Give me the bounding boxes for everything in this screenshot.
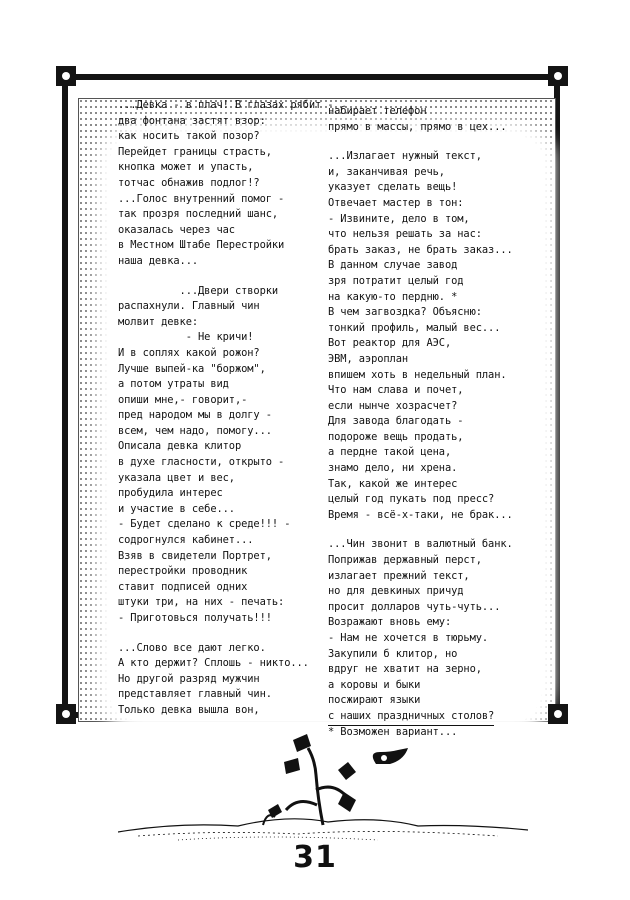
poem-line-text: вдруг не хватит на зерно, xyxy=(328,663,482,676)
poem-line xyxy=(118,502,328,518)
poem-line xyxy=(118,98,334,114)
poem-line-text: распахнули. Главный чин xyxy=(118,300,260,313)
poem-line-text: но для девкиных причуд xyxy=(328,585,464,598)
poem-line xyxy=(328,553,518,569)
stanza-gap xyxy=(118,270,328,284)
poem-line-text: излагает прежний текст, xyxy=(328,569,470,582)
poem-line-text: пред народом мы в долгу - xyxy=(118,409,272,422)
poem-line-text: ...Чин звонит в валютный банк. xyxy=(328,538,513,551)
poem-line xyxy=(328,368,518,384)
poem-line-text: зря потратит целый год xyxy=(328,274,464,287)
poem-line xyxy=(328,600,518,616)
poem-line xyxy=(328,290,518,306)
corner-ornament-bottom-left xyxy=(56,704,76,724)
poem-line xyxy=(328,477,518,493)
poem-line-text: В чем загвоздка? Объясню: xyxy=(328,306,482,319)
poem-line xyxy=(118,687,328,703)
poem-line xyxy=(118,223,328,239)
poem-line xyxy=(328,212,518,228)
poem-line-text: молвит девке: xyxy=(118,315,199,328)
poem-line xyxy=(328,647,518,663)
poem-line xyxy=(328,165,518,181)
poem-line xyxy=(328,180,518,196)
poem-line-text: * Возможен вариант... xyxy=(328,725,458,738)
poem-line-text: Закупили б клитор, но xyxy=(328,647,458,660)
poem-line-text: всем, чем надо, помогу... xyxy=(118,424,272,437)
poem-line xyxy=(328,709,518,725)
poem-line-text: кнопка может и упасть, xyxy=(118,161,254,174)
poem-line xyxy=(118,517,328,533)
poem-line-text: ...Слово все дают легко. xyxy=(118,641,266,654)
poem-line-text: Что нам слава и почет, xyxy=(328,384,464,397)
poem-line-text: опиши мне,- говорит,- xyxy=(118,393,248,406)
poem-line-text: оказалась через час xyxy=(118,223,235,236)
poem-line-text: Перейдет границы страсть, xyxy=(118,145,272,158)
poem-line xyxy=(118,549,328,565)
poem-line xyxy=(118,486,328,502)
poem-line xyxy=(328,631,518,647)
poem-line-text: а пердне такой цена, xyxy=(328,446,452,459)
poem-line xyxy=(328,120,518,136)
poem-line-text: Так, какой же интерес xyxy=(328,477,458,490)
stanza-gap xyxy=(328,523,518,537)
poem-line-text: Возражают вновь ему: xyxy=(328,616,452,629)
poem-line xyxy=(118,254,328,270)
poem-line-text: целый год пукать под пресс? xyxy=(328,493,495,506)
poem-line-text: набирает телефон xyxy=(328,105,427,117)
poem-line-text: Только девка вышла вон, xyxy=(118,703,260,716)
poem-line xyxy=(118,299,328,315)
poem-line xyxy=(328,243,518,259)
poem-line xyxy=(118,656,328,672)
poem-line-text: А кто держит? Сплошь - никто... xyxy=(118,657,309,670)
poem-line-text: ...Девка - в плач! В глазах рябит - xyxy=(118,99,334,111)
poem-line xyxy=(118,330,328,346)
stanza-gap xyxy=(118,627,328,641)
poem-line-text: Лучше выпей-ка "боржом", xyxy=(118,362,266,375)
poem-line xyxy=(328,305,518,321)
poem-line xyxy=(118,439,328,455)
poem-line xyxy=(118,346,328,362)
poem-line xyxy=(118,408,328,424)
poem-line xyxy=(328,584,518,600)
poem-line xyxy=(118,129,328,145)
poem-line-text: указует сделать вещь! xyxy=(328,181,458,194)
poem-line-text: наша девка... xyxy=(118,254,199,267)
poem-line-text: посжирают языки xyxy=(328,694,421,707)
poem-line xyxy=(328,569,518,585)
poem-line-text: Вот реактор для АЭС, xyxy=(328,337,452,350)
poem-line xyxy=(118,192,328,208)
poem-line xyxy=(328,258,518,274)
poem-line xyxy=(328,227,518,243)
poem-line-text: содрогнулся кабинет... xyxy=(118,534,254,547)
poem-line xyxy=(328,445,518,461)
poem-line-text: Время - всё-х-таки, не брак... xyxy=(328,508,513,521)
poem-line xyxy=(328,662,518,678)
poem-line xyxy=(328,149,518,165)
poem-line-text: перестройки проводник xyxy=(118,565,248,578)
poem-line-text: с наших праздничных столов? xyxy=(328,709,494,726)
poem-line-text: если нынче хозрасчет? xyxy=(328,399,458,412)
poem-line-text: - Нам не хочется в тюрьму. xyxy=(328,632,489,644)
poem-line-text: - Приготовься получать!!! xyxy=(118,612,272,624)
poem-line xyxy=(118,672,328,688)
poem-line-text: И в соплях какой рожон? xyxy=(118,346,260,359)
poem-line-text: - Не кричи! xyxy=(118,331,254,344)
poem-line-text: указала цвет и вес, xyxy=(118,471,235,484)
poem-line-text: два фонтана застят взор: xyxy=(118,114,266,127)
poem-line xyxy=(328,537,518,553)
poem-line-text: Но другой разряд мужчин xyxy=(118,672,260,685)
poem-line xyxy=(118,564,328,580)
poem-line-text: ЭВМ, аэроплан xyxy=(328,352,409,365)
poem-line xyxy=(118,611,328,627)
poem-line-text: брать заказ, не брать заказ... xyxy=(328,243,513,256)
poem-line-text: тотчас обнажив подлог!? xyxy=(118,176,260,189)
poem-line-text: как носить такой позор? xyxy=(118,130,260,143)
poem-line xyxy=(118,284,328,300)
poem-line-text: - Извините, дело в том, xyxy=(328,212,470,225)
poem-line-text: на какую-то пердню. * xyxy=(328,290,458,303)
poem-line-text: Для завода благодать - xyxy=(328,415,464,428)
poem-line xyxy=(118,176,328,192)
poem-line xyxy=(118,703,328,719)
poem-line xyxy=(328,461,518,477)
poem-right-column xyxy=(328,104,518,740)
poem-line-text: ...Излагает нужный текст, xyxy=(328,150,482,163)
poem-line-text: прямо в массы, прямо в цех... xyxy=(328,120,507,133)
poem-line xyxy=(118,533,328,549)
poem-line-text: впишем хоть в недельный план. xyxy=(328,368,507,381)
poem-line-text: Отвечает мастер в тон: xyxy=(328,196,464,209)
poem-line xyxy=(118,145,328,161)
poem-line-text: Взяв в свидетели Портрет, xyxy=(118,549,272,562)
poem-line xyxy=(328,399,518,415)
poem-line xyxy=(328,508,518,524)
corner-ornament-top-left xyxy=(56,66,76,86)
poem-line-text: ...Голос внутренний помог - xyxy=(118,192,285,205)
poem-line xyxy=(118,580,328,596)
poem-line xyxy=(118,455,328,471)
page-number: 31 xyxy=(293,840,337,875)
poem-line xyxy=(118,424,328,440)
poem-line-text: в духе гласности, открыто - xyxy=(118,456,285,469)
poem-line xyxy=(118,595,328,611)
poem-line-text: Описала девка клитор xyxy=(118,440,242,453)
poem-line xyxy=(328,430,518,446)
poem-line xyxy=(328,383,518,399)
poem-line xyxy=(118,114,328,130)
poem-line-text: знамо дело, ни хрена. xyxy=(328,462,458,475)
poem-line xyxy=(328,104,518,120)
poem-line-text: ...Двери створки xyxy=(118,284,279,297)
poem-line xyxy=(328,414,518,430)
poem-line xyxy=(328,336,518,352)
poem-line xyxy=(118,471,328,487)
poem-line-text: пробудила интерес xyxy=(118,487,223,500)
poem-line xyxy=(118,207,328,223)
corner-ornament-bottom-right xyxy=(548,704,568,724)
poem-line xyxy=(328,321,518,337)
poem-line xyxy=(118,238,328,254)
poem-line-text: и, заканчивая речь, xyxy=(328,165,445,178)
decorative-plant-illustration xyxy=(118,730,528,850)
poem-line xyxy=(328,615,518,631)
poem-line-text: и участие в себе... xyxy=(118,502,235,515)
poem-line xyxy=(328,274,518,290)
poem-line xyxy=(118,377,328,393)
poem-line-text: Поприжав державный перст, xyxy=(328,554,482,567)
poem-line xyxy=(118,641,328,657)
poem-line-text: а потом утраты вид xyxy=(118,378,229,391)
corner-ornament-top-right xyxy=(548,66,568,86)
poem-line-text: В данном случае завод xyxy=(328,259,458,272)
poem-line-text: подороже вещь продать, xyxy=(328,430,464,443)
poem-line xyxy=(328,678,518,694)
poem-line-text: ставит подписей одних xyxy=(118,580,248,593)
poem-line-text: так прозря последний шанс, xyxy=(118,208,279,221)
poem-line xyxy=(118,315,328,331)
stanza-gap xyxy=(328,135,518,149)
poem-line-text: - Будет сделано к среде!!! - xyxy=(118,518,291,531)
poem-line-text: штуки три, на них - печать: xyxy=(118,596,285,609)
poem-line-text: просит долларов чуть-чуть... xyxy=(328,600,501,613)
poem-line xyxy=(328,196,518,212)
poem-line xyxy=(118,393,328,409)
poem-line xyxy=(118,160,328,176)
poem-line-text: а коровы и быки xyxy=(328,678,421,691)
poem-line-text: представляет главный чин. xyxy=(118,688,272,701)
poem-line xyxy=(328,352,518,368)
poem-line-text: тонкий профиль, малый вес... xyxy=(328,321,501,334)
poem-line-text: в Местном Штабе Перестройки xyxy=(118,239,285,252)
poem-line-text: что нельзя решать за нас: xyxy=(328,228,482,241)
poem-line xyxy=(328,492,518,508)
poem-line xyxy=(118,362,328,378)
poem-line xyxy=(328,693,518,709)
poem-left-column xyxy=(118,98,334,719)
